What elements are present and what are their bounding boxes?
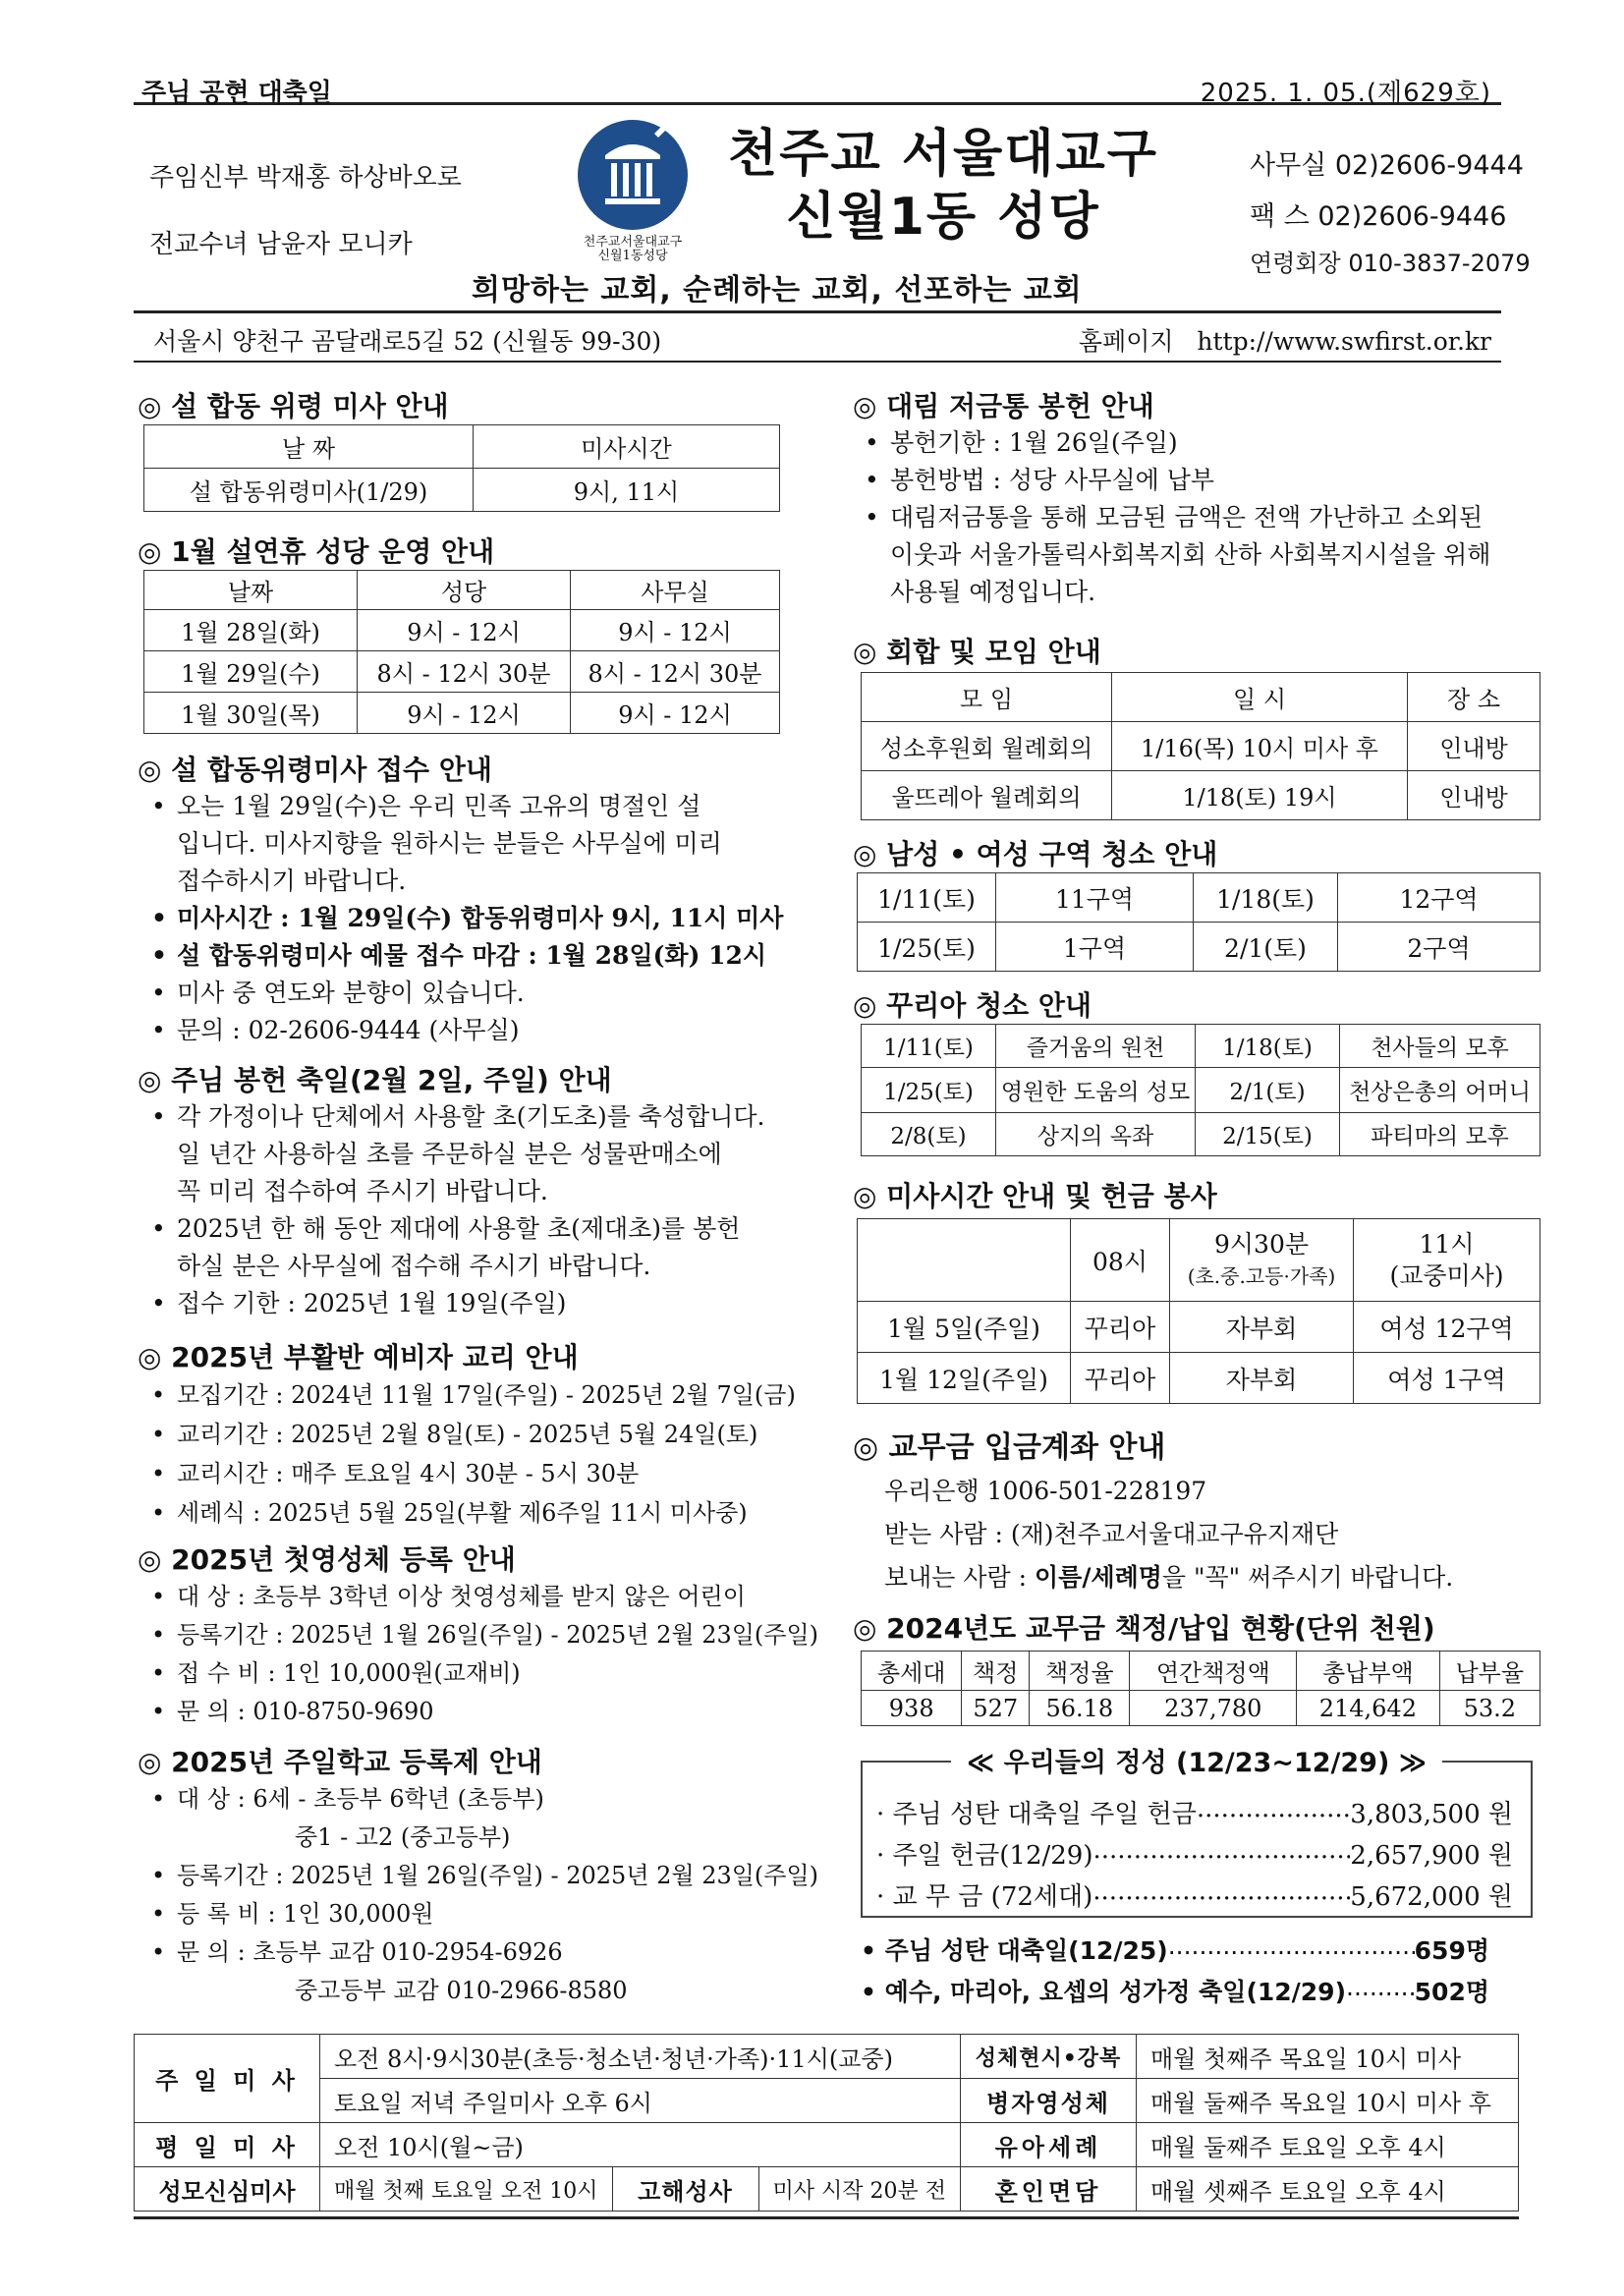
- list-item: 사용될 예정입니다.: [890, 578, 1096, 606]
- schedule-value: 토요일 저녁 주일미사 오후 6시: [320, 2079, 961, 2123]
- table-header: 사무실: [571, 571, 780, 610]
- list-item: • 접수 기한 : 2025년 1월 19일(주일): [143, 1285, 765, 1322]
- list-item: • 미사시간 : 1월 29일(수) 합동위령미사 9시, 11시 미사: [143, 900, 783, 937]
- meetings-table: [861, 672, 1540, 820]
- list-item: • 오는 1월 29일(수)은 우리 민족 고유의 명절인 설: [143, 788, 783, 825]
- list-item: • 설 합동위령미사 예물 접수 마감 : 1월 28일(화) 12시: [143, 937, 783, 975]
- section-new-year-mass-title: ◎ 설 합동 위령 미사 안내: [138, 390, 449, 422]
- schedule-heading: 평 일 미 사: [135, 2123, 320, 2167]
- table-cell: 1/25(토): [858, 923, 996, 972]
- offering-row: [876, 1835, 1513, 1872]
- table-cell: 상지의 옥좌: [996, 1113, 1196, 1156]
- header-subline: (교중미사): [1389, 1260, 1504, 1290]
- attendance-label: • 예수, 마리아, 요셉의 성가정 축일(12/29): [861, 1978, 1347, 2006]
- table-cell: 파티마의 모후: [1340, 1113, 1540, 1156]
- sender-note-text: 을 "꼭" 써주시기 바랍니다.: [1161, 1563, 1454, 1592]
- table-cell: 1구역: [996, 923, 1194, 972]
- list-item: 중1 - 고2 (중고등부): [295, 1823, 511, 1851]
- header-subline: (초.중.고등·가족): [1187, 1263, 1336, 1288]
- first-communion-list: [143, 1578, 818, 1731]
- office-phone: 사무실 02)2606-9444: [1250, 150, 1524, 181]
- table-cell: 9시 - 12시: [571, 693, 780, 734]
- table-cell: 1/25(토): [862, 1068, 996, 1113]
- schedule-heading: 성체현시•강복: [961, 2035, 1137, 2079]
- list-item: 일 년간 사용하실 초를 주문하실 분은 성물판매소에: [177, 1140, 722, 1168]
- list-item: • 대 상 : 6세 - 초등부 6학년 (초등부): [143, 1780, 818, 1819]
- section-meetings-title: ◎ 회합 및 모임 안내: [853, 636, 1101, 668]
- logo-text-line1: 천주교서울대교구: [583, 235, 683, 250]
- list-item: • 대림저금통을 통해 모금된 금액은 전액 가난하고 소외된: [857, 499, 1490, 536]
- schedule-value: 매월 둘째주 토요일 오후 4시: [1137, 2123, 1519, 2167]
- table-cell: 1월 30일(목): [144, 693, 358, 734]
- table-cell: 2/1(토): [1196, 1068, 1340, 1113]
- table-cell: 237,780: [1130, 1691, 1297, 1726]
- schedule-heading: 주 일 미 사: [135, 2035, 320, 2123]
- bottom-rule: [134, 2216, 1519, 2219]
- logo-text-line2: 신월1동성당: [597, 249, 668, 263]
- section-zone-cleaning-title: ◎ 남성 • 여성 구역 청소 안내: [853, 838, 1218, 870]
- attendance-row: [861, 1932, 1489, 1967]
- bank-account: 우리은행 1006-501-228197: [884, 1477, 1207, 1505]
- table-header: [858, 1219, 1071, 1302]
- header-line: 9시30분: [1213, 1229, 1310, 1259]
- schedule-heading: 고해성사: [612, 2167, 758, 2212]
- holiday-hours-table: [143, 570, 780, 734]
- curia-cleaning-table: [861, 1024, 1540, 1156]
- sender-note-text: 보내는 사람 :: [884, 1563, 1036, 1592]
- schedule-value: 미사 시작 20분 전: [758, 2167, 961, 2212]
- homepage-label: 홈페이지: [1078, 327, 1174, 356]
- list-item: 접수하시기 바랍니다.: [177, 867, 407, 895]
- list-item: • 등록기간 : 2025년 1월 26일(주일) - 2025년 2월 23일(주일): [143, 1857, 818, 1895]
- table-cell: 2/8(토): [862, 1113, 996, 1156]
- attendance-count: 502명: [1414, 1978, 1489, 2006]
- fax-number: 팩 스 02)2606-9446: [1250, 201, 1507, 232]
- list-item: • 접 수 비 : 1인 10,000원(교재비): [143, 1654, 818, 1693]
- list-item: 꼭 미리 접수하여 주시기 바랍니다.: [177, 1177, 548, 1205]
- attendance-label: • 주님 성탄 대축일(12/25): [861, 1936, 1168, 1965]
- schedule-value: 매월 첫째주 목요일 10시 미사: [1137, 2035, 1519, 2079]
- list-item: • 문 의 : 초등부 교감 010-2954-6926: [143, 1933, 818, 1972]
- offering-label: · 주님 성탄 대축일 주일 헌금: [876, 1800, 1197, 1829]
- table-cell: 12구역: [1338, 873, 1540, 923]
- schedule-value: 매월 둘째주 목요일 10시 미사 후: [1137, 2079, 1519, 2123]
- table-header: 책정: [962, 1652, 1030, 1691]
- memorial-mass-list: [143, 788, 783, 1049]
- table-header: 날 짜: [144, 425, 474, 469]
- offering-box: [861, 1748, 1533, 1918]
- list-item: • 문 의 : 010-8750-9690: [143, 1693, 818, 1731]
- table-cell: 527: [962, 1691, 1030, 1726]
- table-header: 날짜: [144, 571, 358, 610]
- table-header: 일 시: [1112, 673, 1408, 722]
- address-bar: [134, 310, 1501, 363]
- list-item: 하실 분은 사무실에 접수해 주시기 바랍니다.: [177, 1252, 651, 1280]
- issue-date: 2025. 1. 05.(제629호): [1200, 79, 1491, 108]
- sender-note-emphasis: 이름/세례명: [1035, 1563, 1162, 1592]
- offering-amount: 5,672,000 원: [1350, 1882, 1513, 1912]
- nun-name: 전교수녀 남윤자 모니카: [149, 230, 413, 259]
- section-advent-box-title: ◎ 대림 저금통 봉헌 안내: [853, 390, 1154, 422]
- table-header: 08시: [1071, 1219, 1170, 1302]
- table-cell: 1/18(토): [1196, 1025, 1340, 1068]
- list-item: • 세례식 : 2025년 5월 25일(부활 제6주일 11시 미사중): [143, 1493, 796, 1533]
- zone-cleaning-table: [857, 872, 1540, 972]
- table-cell: 9시 - 12시: [358, 693, 571, 734]
- list-item: • 등 록 비 : 1인 30,000원: [143, 1895, 818, 1933]
- table-cell: 9시, 11시: [474, 469, 780, 512]
- pastor-name: 주임신부 박재홍 하상바오로: [149, 163, 462, 193]
- section-catechumen-title: ◎ 2025년 부활반 예비자 교리 안내: [138, 1341, 579, 1373]
- table-header: 모 임: [862, 673, 1112, 722]
- section-curia-cleaning-title: ◎ 꾸리아 청소 안내: [853, 989, 1092, 1022]
- table-cell: 214,642: [1297, 1691, 1439, 1726]
- committee-phone: 연령회장 010-3837-2079: [1250, 250, 1531, 277]
- table-cell: 천사들의 모후: [1340, 1025, 1540, 1068]
- offering-row: [876, 1794, 1513, 1830]
- attendance-row: [861, 1973, 1489, 2008]
- table-cell: 56.18: [1030, 1691, 1130, 1726]
- sunday-school-list: [143, 1780, 818, 2010]
- table-cell: 여성 1구역: [1354, 1353, 1540, 1404]
- table-cell: 성소후원회 월례회의: [862, 722, 1112, 771]
- schedule-heading: 성모신심미사: [135, 2167, 320, 2212]
- homepage-link[interactable]: http://www.swfirst.or.kr: [1197, 327, 1491, 356]
- issue-bar: [134, 73, 1501, 108]
- schedule-heading: 혼인면담: [961, 2167, 1137, 2212]
- table-cell: 9시 - 12시: [571, 610, 780, 651]
- schedule-value: 오전 8시·9시30분(초등·청소년·청년·가족)·11시(교중): [320, 2035, 961, 2079]
- table-header: 총세대: [862, 1652, 962, 1691]
- section-holiday-hours-title: ◎ 1월 설연휴 성당 운영 안내: [138, 535, 495, 568]
- table-cell: 영원한 도움의 성모: [996, 1068, 1196, 1113]
- table-header: [1170, 1219, 1354, 1302]
- list-item: • 2025년 한 해 동안 제대에 사용할 초(제대초)를 봉헌: [143, 1210, 765, 1248]
- table-cell: 여성 12구역: [1354, 1302, 1540, 1353]
- table-cell: 2구역: [1338, 923, 1540, 972]
- table-cell: 8시 - 12시 30분: [571, 651, 780, 693]
- table-cell: 꾸리아: [1071, 1302, 1170, 1353]
- header-line: 11시: [1419, 1229, 1475, 1259]
- feast-name: 주님 공현 대축일: [141, 79, 332, 108]
- candlemas-list: [143, 1098, 765, 1322]
- offering-title-wrap: [863, 1741, 1531, 1779]
- list-item: • 교리기간 : 2025년 2월 8일(토) - 2025년 5월 24일(토): [143, 1415, 796, 1454]
- attendance-count: 659명: [1414, 1936, 1489, 1965]
- list-item: 중고등부 교감 010-2966-8580: [295, 1977, 628, 2004]
- church-title-line2: 신월1동 성당: [786, 188, 1100, 247]
- offering-label: · 교 무 금 (72세대): [876, 1882, 1093, 1912]
- schedule-value: 매월 첫째 토요일 오전 10시: [320, 2167, 613, 2212]
- table-header: 성당: [358, 571, 571, 610]
- list-item: • 각 가정이나 단체에서 사용할 초(기도초)를 축성합니다.: [143, 1098, 765, 1136]
- list-item: 입니다. 미사지향을 원하시는 분들은 사무실에 미리: [177, 829, 722, 858]
- church-title-line1: 천주교 서울대교구: [728, 125, 1158, 184]
- account-holder: 받는 사람 : (재)천주교서울대교구유지재단: [884, 1520, 1339, 1548]
- mass-schedule-table: [134, 2034, 1519, 2212]
- table-cell: 인내방: [1408, 771, 1540, 820]
- list-item: • 모집기간 : 2024년 11월 17일(주일) - 2025년 2월 7일(금): [143, 1375, 796, 1415]
- section-tithe-account-title: ◎ 교무금 입금계좌 안내: [853, 1430, 1166, 1465]
- list-item: • 봉헌기한 : 1월 26일(주일): [857, 424, 1490, 462]
- offering-title: ≪ 우리들의 정성 (12/23~12/29) ≫: [951, 1748, 1442, 1778]
- offering-amount: 3,803,500 원: [1350, 1800, 1513, 1829]
- table-cell: 1월 12일(주일): [858, 1353, 1071, 1404]
- table-header: 총납부액: [1297, 1652, 1439, 1691]
- table-header: [1354, 1219, 1540, 1302]
- mass-service-table: [857, 1218, 1540, 1404]
- table-cell: 8시 - 12시 30분: [358, 651, 571, 693]
- tithe-status-table: [861, 1651, 1540, 1726]
- table-cell: 천상은총의 어머니: [1340, 1068, 1540, 1113]
- table-cell: 자부회: [1170, 1302, 1354, 1353]
- new-year-mass-table: [143, 424, 780, 512]
- table-header: 장 소: [1408, 673, 1540, 722]
- table-cell: 11구역: [996, 873, 1194, 923]
- table-header: 미사시간: [474, 425, 780, 469]
- list-item: • 대 상 : 초등부 3학년 이상 첫영성체를 받지 않은 어린이: [143, 1578, 818, 1616]
- table-header: 책정율: [1030, 1652, 1130, 1691]
- table-cell: 1/18(토) 19시: [1112, 771, 1408, 820]
- list-item: • 미사 중 연도와 분향이 있습니다.: [143, 975, 783, 1012]
- table-cell: 설 합동위령미사(1/29): [144, 469, 474, 512]
- list-item: 이웃과 서울가톨릭사회복지회 산하 사회복지시설을 위해: [890, 540, 1491, 569]
- table-cell: 1월 28일(화): [144, 610, 358, 651]
- section-first-communion-title: ◎ 2025년 첫영성체 등록 안내: [138, 1543, 516, 1576]
- table-cell: 즐거움의 원천: [996, 1025, 1196, 1068]
- table-cell: 9시 - 12시: [358, 610, 571, 651]
- schedule-value: 매월 셋째주 토요일 오후 4시: [1137, 2167, 1519, 2212]
- table-cell: 울뜨레아 월례회의: [862, 771, 1112, 820]
- section-memorial-mass-title: ◎ 설 합동위령미사 접수 안내: [138, 754, 492, 786]
- table-cell: 2/15(토): [1196, 1113, 1340, 1156]
- table-cell: 1/18(토): [1194, 873, 1338, 923]
- table-header: 납부율: [1439, 1652, 1540, 1691]
- table-cell: 1/16(목) 10시 미사 후: [1112, 722, 1408, 771]
- schedule-value: 오전 10시(월~금): [320, 2123, 961, 2167]
- section-mass-service-title: ◎ 미사시간 안내 및 헌금 봉사: [853, 1180, 1217, 1212]
- table-cell: 1/11(토): [858, 873, 996, 923]
- offering-label: · 주일 헌금(12/29): [876, 1841, 1093, 1871]
- church-address: 서울시 양천구 곰달래로5길 52 (신월동 99-30): [153, 327, 662, 356]
- table-cell: 1/11(토): [862, 1025, 996, 1068]
- schedule-heading: 유아세례: [961, 2123, 1137, 2167]
- church-logo: [572, 116, 694, 263]
- section-candlemas-title: ◎ 주님 봉헌 축일(2월 2일, 주일) 안내: [138, 1064, 612, 1096]
- table-cell: 938: [862, 1691, 962, 1726]
- schedule-heading: 병자영성체: [961, 2079, 1137, 2123]
- list-item: • 문의 : 02-2606-9444 (사무실): [143, 1012, 783, 1049]
- sender-note: [884, 1556, 1453, 1598]
- church-motto: 희망하는 교회, 순례하는 교회, 선포하는 교회: [472, 273, 1083, 308]
- list-item: • 교리시간 : 매주 토요일 4시 30분 - 5시 30분: [143, 1454, 796, 1493]
- table-cell: 꾸리아: [1071, 1353, 1170, 1404]
- list-item: • 봉헌방법 : 성당 사무실에 납부: [857, 462, 1490, 499]
- table-cell: 인내방: [1408, 722, 1540, 771]
- table-cell: 2/1(토): [1194, 923, 1338, 972]
- offering-row: [876, 1876, 1513, 1913]
- table-header: 연간책정액: [1130, 1652, 1297, 1691]
- table-cell: 자부회: [1170, 1353, 1354, 1404]
- catechumen-list: [143, 1375, 796, 1533]
- table-cell: 53.2: [1439, 1691, 1540, 1726]
- section-sunday-school-title: ◎ 2025년 주일학교 등록제 안내: [138, 1746, 542, 1778]
- offering-amount: 2,657,900 원: [1350, 1841, 1513, 1871]
- table-cell: 1월 29일(수): [144, 651, 358, 693]
- advent-box-list: [857, 424, 1490, 611]
- section-tithe-status-title: ◎ 2024년도 교무금 책정/납입 현황(단위 천원): [853, 1612, 1435, 1645]
- homepage: [1079, 322, 1491, 358]
- table-cell: 1월 5일(주일): [858, 1302, 1071, 1353]
- list-item: • 등록기간 : 2025년 1월 26일(주일) - 2025년 2월 23일(주일): [143, 1616, 818, 1654]
